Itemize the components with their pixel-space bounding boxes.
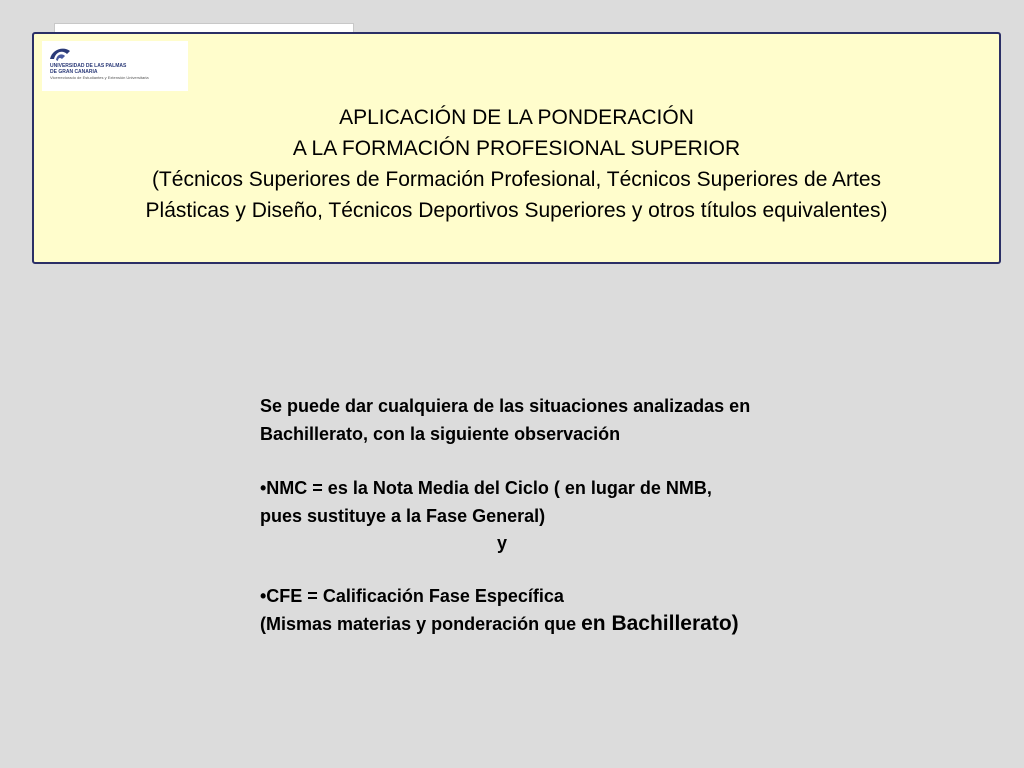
nmc-bullet-line-2: pues sustituye a la Fase General)	[260, 506, 546, 526]
title-line-4: Plásticas y Diseño, Técnicos Deportivos Superiores y otros títulos equivalentes)	[145, 199, 888, 222]
logo-text-line-2: DE GRAN CANARIA	[50, 69, 98, 75]
spacer	[260, 448, 900, 474]
title-line-3: (Técnicos Superiores de Formación Profesional, Técnicos Superiores de Artes	[151, 168, 882, 191]
slide-title	[34, 102, 999, 226]
nmc-bullet-line-1: •NMC = es la Nota Media del Ciclo ( en lugar de NMB,	[260, 478, 712, 498]
logo-text-line-3: Vicerrectorado de Estudiantes y Extensión Universitaria	[50, 75, 149, 80]
title-line-2: A LA FORMACIÓN PROFESIONAL SUPERIOR	[292, 137, 741, 160]
cfe-bullet-line-2	[260, 610, 900, 638]
cfe-line-2-emphasis: en Bachillerato	[581, 612, 732, 635]
ulpgc-logo-icon	[48, 45, 72, 63]
title-box	[32, 32, 1001, 264]
spacer	[260, 556, 900, 582]
slide-body	[260, 392, 900, 638]
logo-text-line-1: UNIVERSIDAD DE LAS PALMAS	[50, 63, 127, 69]
cfe-line-2-prefix: (Mismas materias y ponderación que	[260, 614, 582, 634]
university-logo	[42, 41, 188, 91]
cfe-bullet-line-1: •CFE = Calificación Fase Específica	[260, 586, 564, 606]
cfe-line-2-suffix: )	[731, 612, 739, 635]
intro-line-1: Se puede dar cualquiera de las situaciones analizadas en	[260, 396, 751, 416]
conjunction-text: y	[497, 533, 508, 553]
title-line-1: APLICACIÓN DE LA PONDERACIÓN	[339, 106, 694, 129]
intro-line-2: Bachillerato, con la siguiente observación	[260, 424, 621, 444]
